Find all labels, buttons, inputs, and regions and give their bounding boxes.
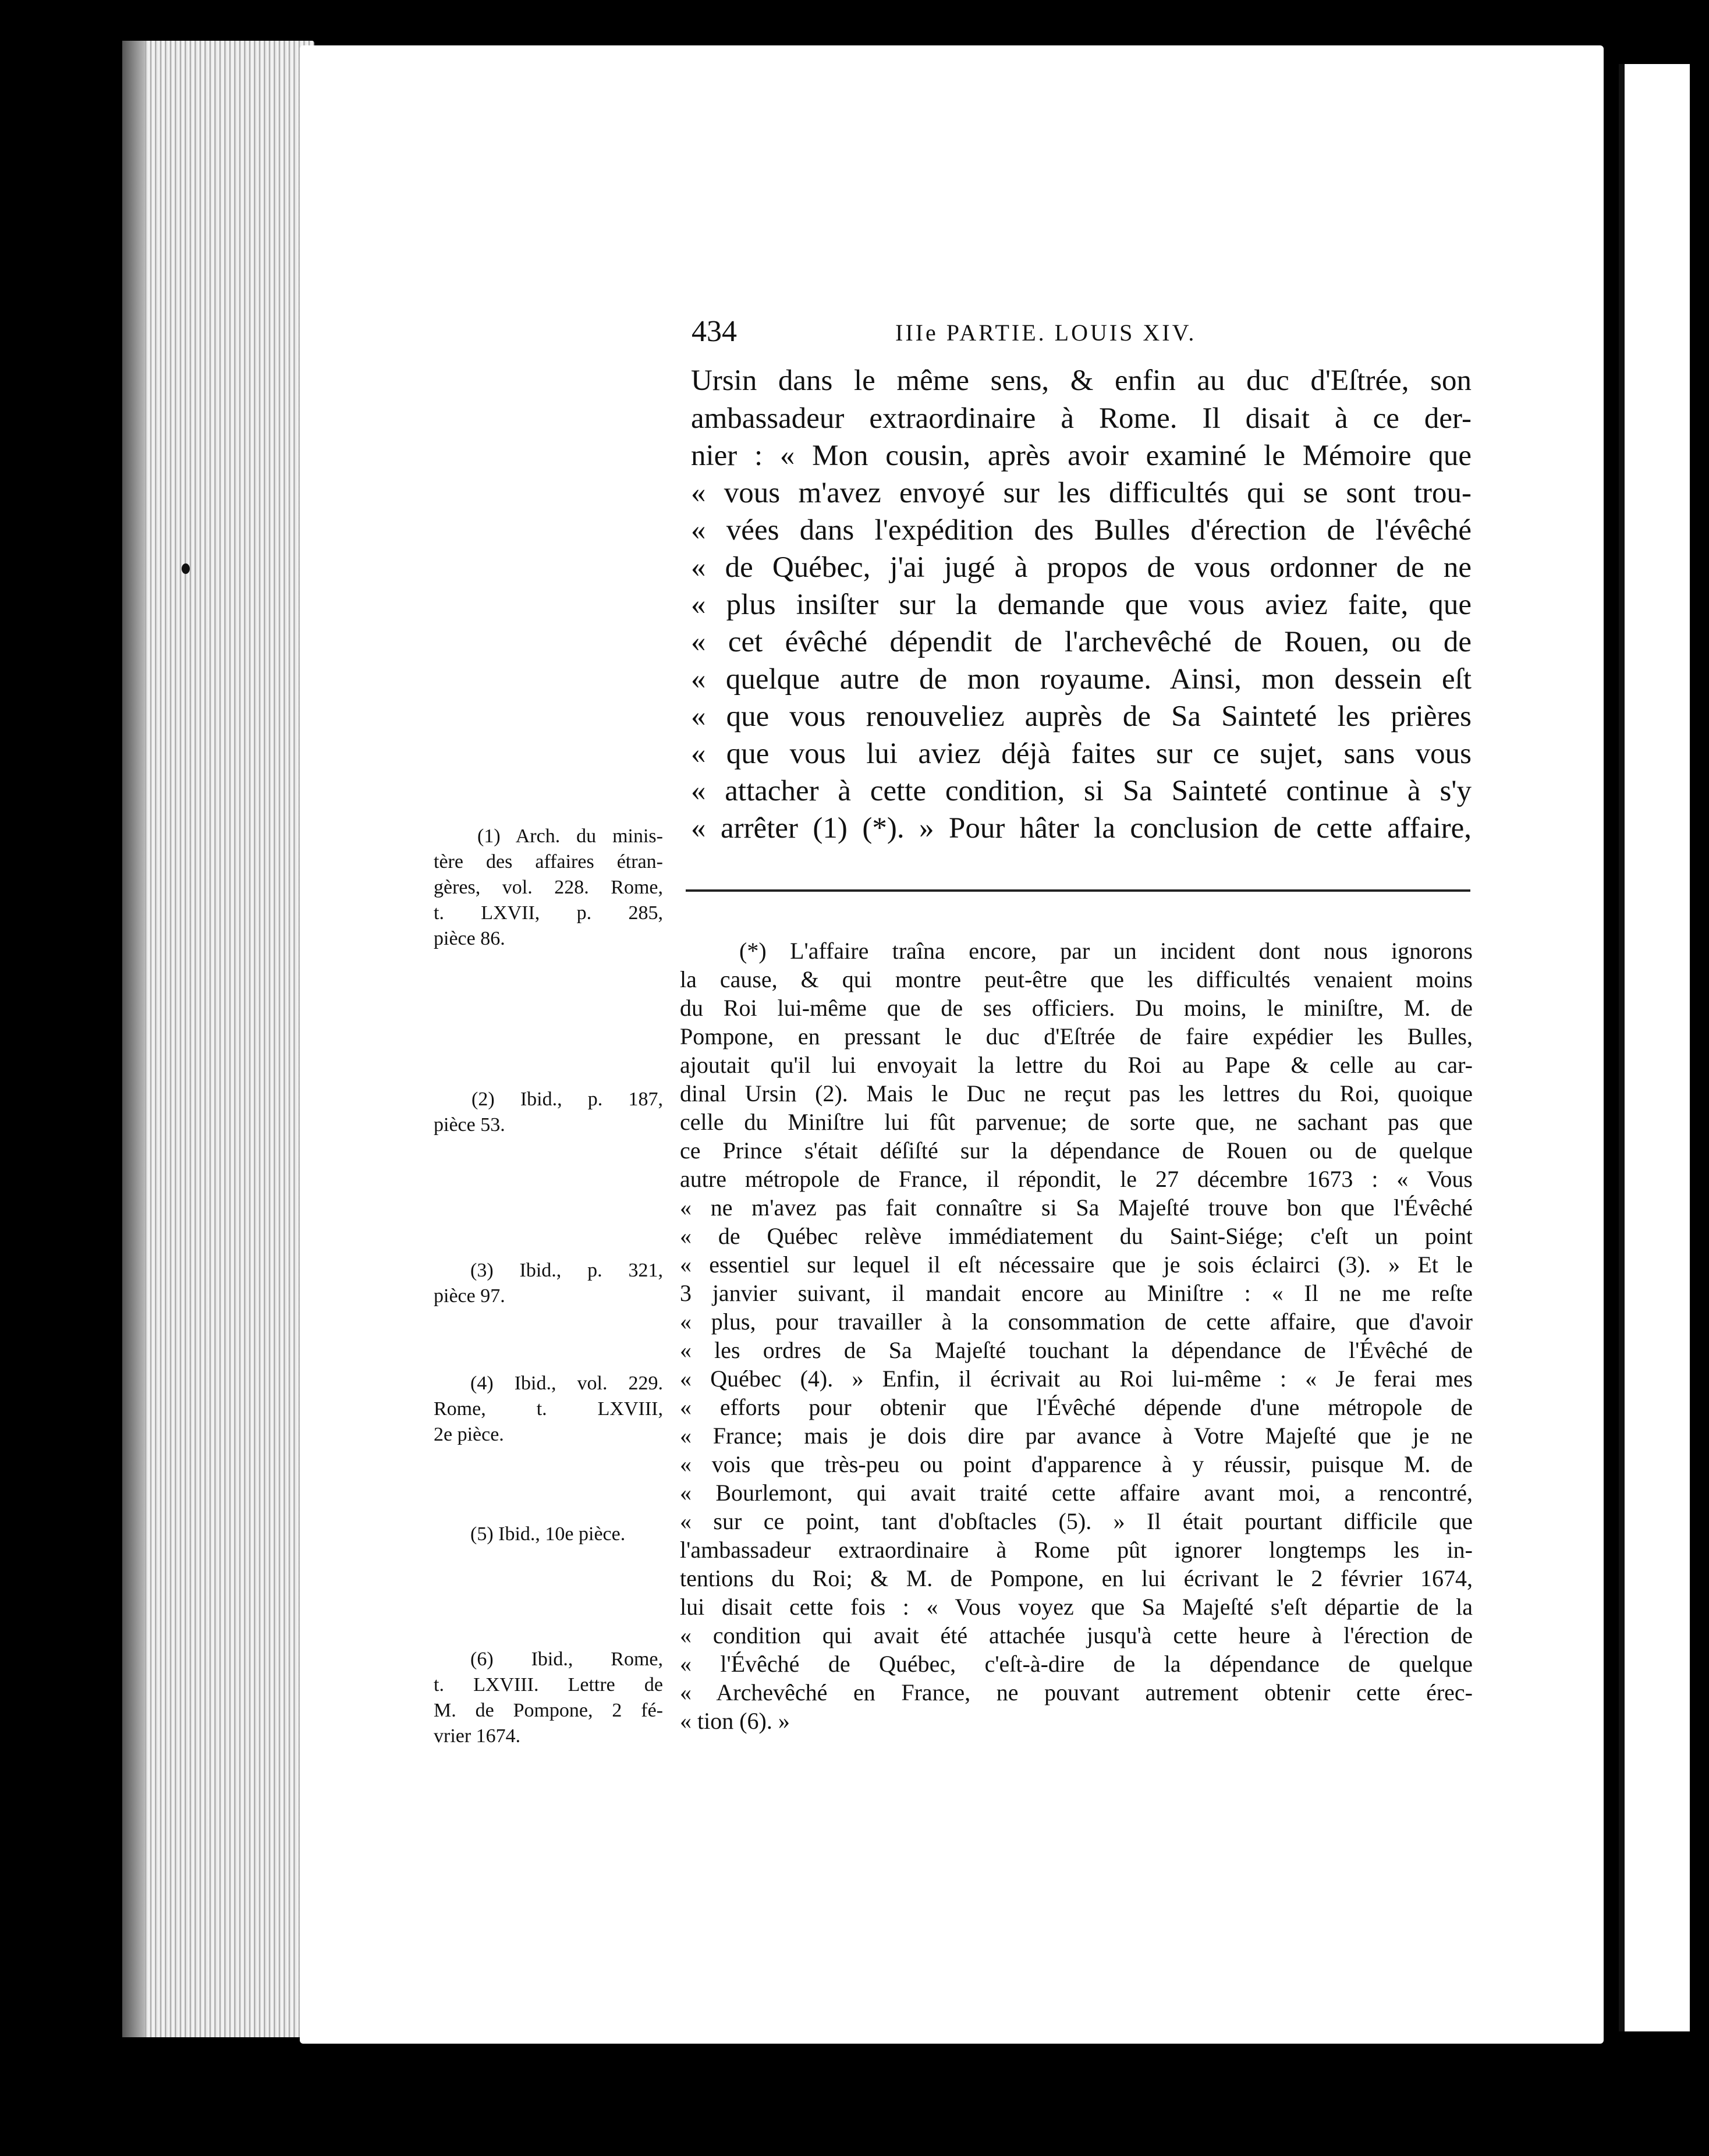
page-edge-shadow (122, 41, 146, 2037)
body-line: « de Québec, j'ai jugé à propos de vous ordonner de ne (691, 551, 1472, 584)
body-line: « que vous renouveliez auprès de Sa Sainteté les prières (691, 700, 1472, 733)
footnote-line: « l'Évêché de Québec, c'eſt-à-dire de la dépendance de quelque (680, 1651, 1473, 1677)
side-note-line: t. LXVIII. Lettre de (434, 1674, 663, 1696)
footnote-line: « France; mais je dois dire par avance à Votre Majeſté que je ne (680, 1423, 1473, 1449)
side-note-line: t. LXVII, p. 285, (434, 902, 663, 924)
footnote-line: « efforts pour obtenir que l'Évêché dépende d'une métropole de (680, 1394, 1473, 1420)
body-line: « vées dans l'expédition des Bulles d'érection de l'évêché (691, 514, 1472, 547)
footnote-line: « tion (6). » (680, 1708, 790, 1734)
footnote-line: « Québec (4). » Enfin, il écrivait au Roi lui-même : « Je ferai mes (680, 1366, 1473, 1392)
footnote-line: « de Québec relève immédiatement du Saint-Siége; c'eſt un point (680, 1223, 1473, 1249)
footnote-line: « plus, pour travailler à la consommation de cette affaire, que d'avoir (680, 1309, 1473, 1335)
side-note-line: pièce 53. (434, 1114, 505, 1136)
side-note-line: M. de Pompone, 2 fé- (434, 1700, 663, 1721)
side-note-line: Rome, t. LXVIII, (434, 1398, 663, 1420)
body-line: nier : « Mon cousin, après avoir examiné le Mémoire que (691, 439, 1472, 472)
side-note-line: pièce 97. (434, 1285, 505, 1307)
page-number: 434 (692, 315, 737, 348)
page-edge-mark (182, 563, 190, 574)
side-note-line: (3) Ibid., p. 321, (470, 1260, 663, 1281)
side-note-line: pièce 86. (434, 928, 505, 949)
body-line: « arrêter (1) (*). » Pour hâter la conclusion de cette affaire, (691, 812, 1472, 845)
footnote-line: du Roi lui-même que de ses officiers. Du moins, le miniſtre, M. de (680, 995, 1473, 1021)
running-head: IIIe PARTIE. LOUIS XIV. (895, 320, 1197, 346)
footnote-line: la cause, & qui montre peut-être que les difficultés venaient moins (680, 966, 1473, 992)
page-gutter-line (1619, 64, 1625, 2031)
side-note-line: (2) Ibid., p. 187, (471, 1088, 663, 1110)
footnote-rule (686, 889, 1470, 892)
footnote-line: Pompone, en pressant le duc d'Eſtrée de faire expédier les Bulles, (680, 1023, 1473, 1049)
footnote-line: autre métropole de France, il répondit, le 27 décembre 1673 : « Vous (680, 1166, 1473, 1192)
footnote-line: « Archevêché en France, ne pouvant autrement obtenir cette érec- (680, 1679, 1473, 1705)
footnote-line: 3 janvier suivant, il mandait encore au Miniſtre : « Il ne me reſte (680, 1280, 1473, 1306)
footnote-line: « condition qui avait été attachée jusqu'à cette heure à l'érection de (680, 1622, 1473, 1648)
footnote-line: « sur ce point, tant d'obſtacles (5). » Il était pourtant difficile que (680, 1508, 1473, 1534)
body-line: « quelque autre de mon royaume. Ainsi, mon dessein eſt (691, 663, 1472, 696)
body-line: « attacher à cette condition, si Sa Sainteté continue à s'y (691, 775, 1472, 807)
side-note-line: vrier 1674. (434, 1725, 521, 1747)
side-note-line: (1) Arch. du minis- (477, 825, 663, 847)
side-note-line: 2e pièce. (434, 1424, 504, 1445)
side-note-line: (4) Ibid., vol. 229. (470, 1373, 663, 1394)
body-line: « cet évêché dépendit de l'archevêché de Rouen, ou de (691, 626, 1472, 658)
body-line: « plus insiſter sur la demande que vous aviez faite, que (691, 588, 1472, 621)
footnote-line: « vois que très-peu ou point d'apparence à y réussir, puisque M. de (680, 1451, 1473, 1477)
side-note-line: (6) Ibid., Rome, (470, 1648, 663, 1670)
side-note-line: gères, vol. 228. Rome, (434, 877, 663, 898)
body-line: « vous m'avez envoyé sur les difficultés qui se sont trou- (691, 477, 1472, 509)
footnote-line: ce Prince s'était déſiſté sur la dépendance de Rouen ou de quelque (680, 1137, 1473, 1164)
body-line: « que vous lui aviez déjà faites sur ce sujet, sans vous (691, 737, 1472, 770)
footnote-line: tentions du Roi; & M. de Pompone, en lui écrivant le 2 février 1674, (680, 1565, 1473, 1591)
next-page-sliver (1619, 64, 1690, 2031)
footnote-line: ajoutait qu'il lui envoyait la lettre du Roi au Pape & celle au car- (680, 1052, 1473, 1078)
footnote-line: celle du Miniſtre lui fût parvenue; de sorte que, ne sachant pas que (680, 1109, 1473, 1135)
book-page-edges (122, 41, 314, 2037)
footnote-line: « ne m'avez pas fait connaître si Sa Majeſté trouve bon que l'Évêché (680, 1194, 1473, 1221)
footnote-line: « essentiel sur lequel il eſt nécessaire que je sois éclairci (3). » Et le (680, 1251, 1473, 1278)
body-line: Ursin dans le même sens, & enfin au duc d'Eſtrée, son (691, 364, 1472, 397)
footnote-line: « Bourlemont, qui avait traité cette affaire avant moi, a rencontré, (680, 1480, 1473, 1506)
side-note-line: (5) Ibid., 10e pièce. (470, 1523, 626, 1545)
footnote-line: lui disait cette fois : « Vous voyez que Sa Majeſté s'eſt départie de la (680, 1594, 1473, 1620)
side-note-line: tère des affaires étran- (434, 851, 663, 873)
body-line: ambassadeur extraordinaire à Rome. Il disait à ce der- (691, 402, 1472, 435)
footnote-line: (*) L'affaire traîna encore, par un incident dont nous ignorons (739, 938, 1473, 964)
footnote-line: « les ordres de Sa Majeſté touchant la dépendance de l'Évêché de (680, 1337, 1473, 1363)
footnote-line: l'ambassadeur extraordinaire à Rome pût ignorer longtemps les in- (680, 1537, 1473, 1563)
footnote-line: dinal Ursin (2). Mais le Duc ne reçut pas les lettres du Roi, quoique (680, 1080, 1473, 1107)
